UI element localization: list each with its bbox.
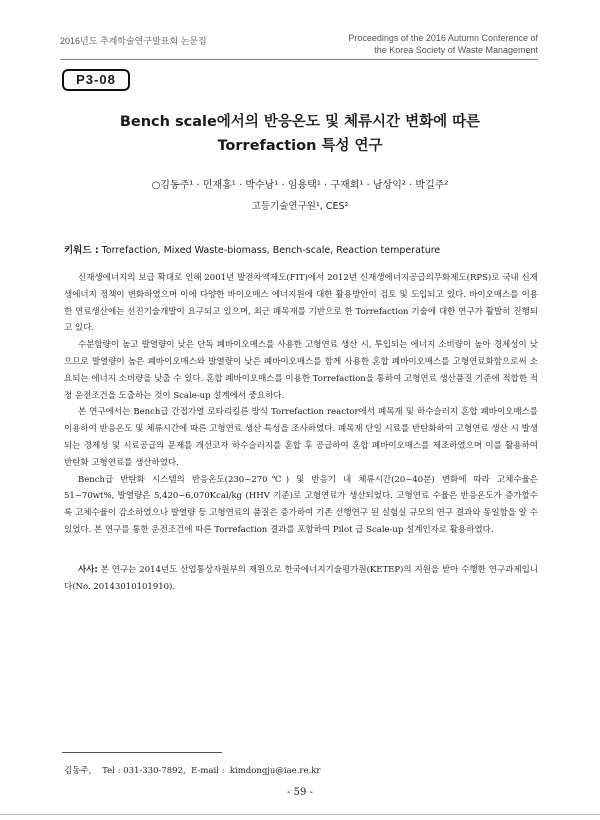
paragraph: 수분함량이 높고 발열량이 낮은 단독 폐바이오매스를 사용한 고형연료 생산 시, 투입되는 에너지 소비량이 높아 경제성이 낮으므로 발열량이 높은 폐바이오매스와 발열량이 낮은 폐바이오매스를 함께 사용한 혼합 폐바이오매스를 고형연료화함으로써 소요되는 에너지 소비량을 낮출 수 있다. 혼합 폐바이오매스를 이용한 Torrefaction을 통하여 고형연료 생산품질 기준에 적합한 적정 운전조건을 도출하는 것이 Scale-up 설계에서 중요하다. xyxy=(64,340,538,401)
paper-title-line2: Torrefaction 특성 연구 xyxy=(217,138,383,154)
page-number: - 59 - xyxy=(287,787,313,798)
footnote-divider xyxy=(62,752,222,753)
acknowledgement-label: 사사: xyxy=(78,565,98,575)
page-bottom-edge xyxy=(0,814,600,815)
acknowledgement xyxy=(64,562,538,596)
header-divider xyxy=(60,59,538,60)
footnote-contact: 김동주, Tel : 031-330-7892, E-mail : kimdongju@iae.re.kr xyxy=(64,766,321,776)
running-header-right-line2: the Korea Society of Waste Management xyxy=(374,45,538,55)
paragraph: 본 연구에서는 Bench급 간접가열 로타리킬른 방식 Torrefaction reactor에서 폐목재 및 하수슬러지 혼합 폐바이오매스를 이용하여 반응온도 및 체류시간에 따른 고형연료 생산 특성을 조사하였다. 폐목재 단일 시료를 반탄화하여 고형연료 생산 시 발생되는 경제성 및 시료공급의 문제를 개선코자 하수슬러지를 혼합 후 공급하여 혼합 폐바이오매스를 제조하였으며 이를 활용하여 반탄화 고형연료를 생산하였다. xyxy=(64,407,538,468)
paper-title-line1: Bench scale에서의 반응온도 및 체류시간 변화에 따른 xyxy=(119,114,481,130)
paper-code-badge: P3-08 xyxy=(62,69,130,91)
author-list: ○김동주¹ · 민재홍¹ · 박수남¹ · 임용택¹ · 구재회¹ · 남상익² · 박길주² xyxy=(151,180,449,191)
keywords xyxy=(64,242,560,256)
running-header-left: 2016년도 추계학술연구발표회 논문집 xyxy=(60,36,207,46)
keywords-text: Torrefaction, Mixed Waste-biomass, Bench-scale, Reaction temperature xyxy=(101,245,441,256)
running-header-right xyxy=(348,32,538,56)
keywords-label: 키워드 : xyxy=(64,245,99,256)
abstract-body xyxy=(64,270,538,539)
affiliation: 고등기술연구원¹, CES² xyxy=(251,201,349,212)
paragraph: 신재생에너지의 보급 확대로 인해 2001년 발전차액제도(FIT)에서 2012년 신재생에너지공급의무화제도(RPS)로 국내 신재생에너지 정책이 변화하였으며 이에 다양한 바이오매스 에너지원에 대한 활용방안이 검토 및 도입되고 있다. 바이오매스를 이용한 연료생산에는 선진기술개발이 요구되고 있으며, 최근 폐목재를 기반으로 한 Torrefaction 기술에 대한 연구가 활발히 진행되고 있다. xyxy=(64,273,538,334)
running-header-right-line1: Proceedings of the 2016 Autumn Conference of xyxy=(348,33,538,43)
paragraph: Bench급 반탄화 시스템의 반응온도(230~270℃) 및 반응기 내 체류시간(20~40분) 변화에 따라 고체수율은 51~70wt%, 발열량은 5,420~6,070Kcal/kg (HHV 기준)로 고형연료가 생산되었다. 고형연료 수율은 반응온도가 증가할수록 고체수율이 감소하였으나 발열량 등 고형연료의 품질은 증가하여 기존 선행연구 된 실험실 규모의 연구 결과와 동일함을 알 수 있었다. 본 연구를 통한 운전조건에 따른 Torrefaction 결과를 포함하여 Pilot 급 Scale-up 설계인자로 활용하였다. xyxy=(64,474,538,535)
paper-title xyxy=(40,110,560,158)
acknowledgement-text: 본 연구는 2014년도 산업통상자원부의 재원으로 한국에너지기술평가원(KETEP)의 지원을 받아 수행한 연구과제입니다(No. 20143010101910). xyxy=(64,565,539,592)
